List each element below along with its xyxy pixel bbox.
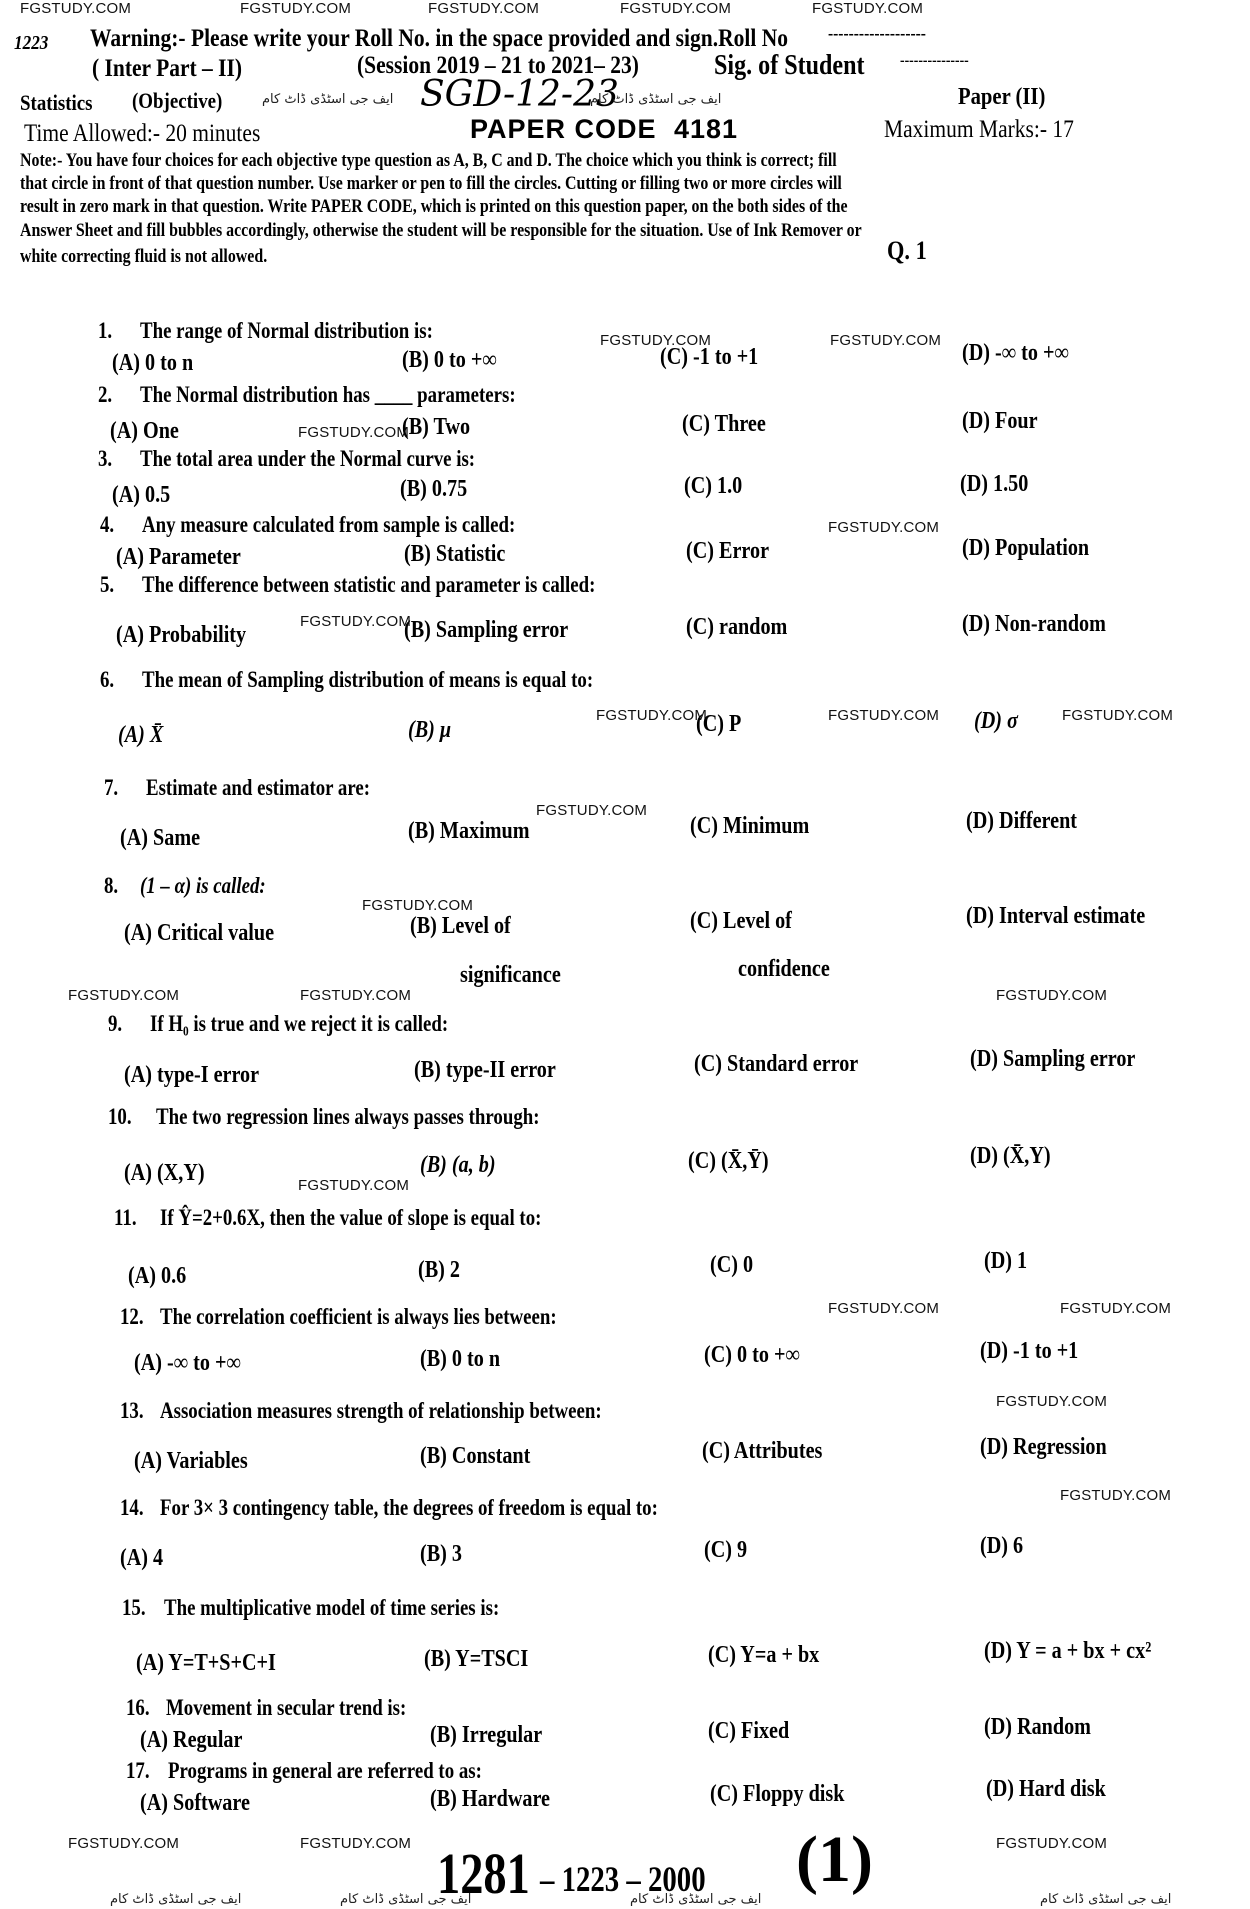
option-b: (B) 2 (418, 1257, 460, 1283)
question-number: 11. (114, 1205, 137, 1230)
question-text: For 3× 3 contingency table, the degrees of freedom is equal to: (160, 1495, 658, 1520)
urdu-watermark: ایف جی اسٹڈی ڈاٹ کام (110, 1892, 242, 1907)
option-c-continuation: confidence (738, 956, 830, 982)
watermark: FGSTUDY.COM (362, 897, 474, 914)
option-b: (B) Constant (420, 1443, 531, 1469)
option-c: (C) (X̄,Ȳ) (688, 1148, 769, 1174)
option-c: (C) Standard error (694, 1051, 859, 1077)
option-c: (C) Level of (690, 908, 792, 934)
class-label: ( Inter Part – II) (92, 55, 243, 82)
option-d: (D) 1 (984, 1248, 1028, 1274)
option-c: (C) 0 to +∞ (704, 1342, 800, 1368)
option-c: (C) 9 (704, 1537, 748, 1563)
option-d: (D) σ (974, 708, 1018, 734)
option-d: (D) Sampling error (970, 1046, 1136, 1072)
question-number: 15. (122, 1595, 146, 1620)
option-b-continuation: significance (460, 962, 561, 988)
note-line: result in zero mark in that question. Write PAPER CODE, which is printed on this question paper, on the both sides of the (20, 197, 848, 217)
option-c: (C) Floppy disk (710, 1781, 845, 1807)
question-text: The Normal distribution has ____ parameters: (140, 382, 516, 407)
option-d: (D) -1 to +1 (980, 1338, 1079, 1364)
option-c: (C) 1.0 (684, 473, 743, 499)
option-c: (C) Three (682, 411, 766, 437)
option-b: (B) 0 to n (420, 1346, 501, 1372)
urdu-watermark: ایف جی اسٹڈی ڈاٹ کام (630, 1892, 762, 1907)
option-a: (A) Regular (140, 1727, 243, 1753)
option-a: (A) One (110, 418, 179, 444)
option-a: (A) Probability (116, 622, 247, 648)
watermark: FGSTUDY.COM (996, 987, 1108, 1004)
option-b: (B) 0 to +∞ (402, 347, 497, 373)
watermark: FGSTUDY.COM (300, 613, 412, 630)
option-d: (D) 6 (980, 1533, 1024, 1559)
option-d: (D) Population (962, 535, 1090, 561)
question-number: 10. (108, 1104, 132, 1129)
watermark: FGSTUDY.COM (300, 987, 412, 1004)
option-b: (B) Statistic (404, 541, 506, 567)
footer-code-1: 1281 (437, 1841, 530, 1906)
paper-number: Paper (II) (958, 84, 1046, 110)
watermark: FGSTUDY.COM (428, 0, 540, 17)
watermark: FGSTUDY.COM (596, 707, 708, 724)
option-b: (B) 0.75 (400, 476, 468, 502)
urdu-watermark: ایف جی اسٹڈی ڈاٹ کام (1040, 1892, 1172, 1907)
option-a: (A) X̄ (118, 722, 164, 748)
option-b: (B) type-II error (414, 1057, 556, 1083)
question-number: 7. (104, 775, 119, 800)
section-label: Q. 1 (887, 236, 927, 265)
question-number: 16. (126, 1695, 150, 1720)
question-text: The total area under the Normal curve is: (140, 446, 476, 471)
watermark: FGSTUDY.COM (536, 802, 648, 819)
question-text: Association measures strength of relationship between: (160, 1398, 602, 1423)
page-number: (1) (796, 1823, 873, 1896)
option-d: (D) Regression (980, 1434, 1107, 1460)
watermark: FGSTUDY.COM (830, 332, 942, 349)
question-number: 2. (98, 382, 113, 407)
watermark: FGSTUDY.COM (600, 332, 712, 349)
time-allowed: Time Allowed:- 20 minutes (24, 120, 261, 147)
option-c: (C) Y=a + bx (708, 1642, 820, 1668)
option-c: (C) 0 (710, 1252, 754, 1278)
question-text: If Ŷ=2+0.6X, then the value of slope is equal to: (160, 1205, 542, 1230)
question-number: 12. (120, 1304, 144, 1329)
question-text: The range of Normal distribution is: (140, 318, 433, 343)
option-d: (D) Four (962, 408, 1038, 434)
note-line: Answer Sheet and fill bubbles accordingly, otherwise the student will be responsible for the situation. Use of Ink Remover or (20, 221, 862, 241)
question-number: 14. (120, 1495, 144, 1520)
watermark: FGSTUDY.COM (20, 0, 132, 17)
max-marks: Maximum Marks:- 17 (884, 116, 1074, 143)
question-text: Any measure calculated from sample is called: (142, 512, 516, 537)
paper-code-value: 4181 (674, 114, 739, 144)
question-text: The two regression lines always passes through: (156, 1104, 540, 1129)
watermark: FGSTUDY.COM (300, 1835, 412, 1852)
warning-text: Warning:- Please write your Roll No. in the space provided and sign.Roll No (90, 25, 788, 52)
option-a: (A) Parameter (116, 544, 241, 570)
urdu-watermark: ایف جی اسٹڈی ڈاٹ کام (340, 1892, 472, 1907)
note-line: that circle in front of that question number. Use marker or pen to fill the circles. Cutting or filling two or more circles will (20, 174, 842, 194)
option-a: (A) 4 (120, 1545, 164, 1571)
question-number: 6. (100, 667, 115, 692)
question-number: 4. (100, 512, 115, 537)
option-a: (A) type-I error (124, 1062, 260, 1088)
question-number: 9. (108, 1011, 123, 1036)
watermark: FGSTUDY.COM (240, 0, 352, 17)
signature-field[interactable]: --------------- (900, 52, 969, 69)
question-text: Estimate and estimator are: (146, 775, 371, 800)
watermark: FGSTUDY.COM (828, 707, 940, 724)
question-text: The multiplicative model of time series is: (164, 1595, 500, 1620)
watermark: FGSTUDY.COM (828, 519, 940, 536)
watermark: FGSTUDY.COM (828, 1300, 940, 1317)
question-text: The correlation coefficient is always lies between: (160, 1304, 557, 1329)
note-line: Note:- You have four choices for each objective type question as A, B, C and D. The choice which you think is correct; fill (20, 151, 837, 171)
option-c: (C) Fixed (708, 1718, 790, 1744)
note-line: white correcting fluid is not allowed. (20, 247, 268, 267)
header-code: 1223 (14, 32, 49, 54)
urdu-watermark: ایف جی اسٹڈی ڈاٹ کام (590, 92, 722, 107)
signature-label: Sig. of Student (714, 50, 865, 81)
option-b: (B) 3 (420, 1541, 462, 1567)
watermark: FGSTUDY.COM (996, 1835, 1108, 1852)
option-c: (C) -1 to +1 (660, 344, 759, 370)
question-number: 13. (120, 1398, 144, 1423)
question-number: 17. (126, 1758, 150, 1783)
watermark: FGSTUDY.COM (620, 0, 732, 17)
option-c: (C) P (696, 711, 742, 737)
question-text: (1 – α) is called: (140, 873, 266, 898)
watermark: FGSTUDY.COM (68, 987, 180, 1004)
option-d: (D) Non-random (962, 611, 1106, 637)
session-label: (Session 2019 – 21 to 2021– 23) (357, 52, 639, 79)
question-number: 3. (98, 446, 113, 471)
option-a: (A) 0.6 (128, 1263, 187, 1289)
watermark: FGSTUDY.COM (812, 0, 924, 17)
footer-code-2: – 1223 – 2000 (540, 1859, 706, 1899)
watermark: FGSTUDY.COM (1060, 1487, 1172, 1504)
option-b: (B) Maximum (408, 818, 530, 844)
paper-code-label: PAPER CODE (470, 114, 657, 144)
subject-label: Statistics (20, 90, 93, 115)
question-text: The difference between statistic and parameter is called: (142, 572, 596, 597)
option-a: (A) Critical value (124, 920, 275, 946)
option-d: (D) Different (966, 808, 1078, 834)
option-a: (A) Y=T+S+C+I (136, 1650, 276, 1676)
option-a: (A) 0.5 (112, 482, 171, 508)
option-a: (A) Software (140, 1790, 250, 1816)
option-d: (D) Y = a + bx + cx² (984, 1638, 1152, 1664)
watermark: FGSTUDY.COM (68, 1835, 180, 1852)
watermark: FGSTUDY.COM (1062, 707, 1174, 724)
question-number: 8. (104, 873, 119, 898)
roll-number-field[interactable]: ------------------- (828, 23, 926, 43)
option-d: (D) Random (984, 1714, 1091, 1740)
option-b: (B) Level of (410, 913, 511, 939)
option-b: (B) (a, b) (420, 1152, 496, 1178)
option-b: (B) μ (408, 717, 452, 743)
handwritten-code: SGD-12-23 (420, 74, 619, 115)
watermark: FGSTUDY.COM (298, 1177, 410, 1194)
option-d: (D) Hard disk (986, 1776, 1106, 1802)
option-a: (A) (X,Y) (124, 1160, 205, 1186)
watermark: FGSTUDY.COM (298, 424, 410, 441)
question-text: Movement in secular trend is: (166, 1695, 407, 1720)
option-b: (B) Hardware (430, 1786, 551, 1812)
option-d: (D) (X̄,Y) (970, 1143, 1051, 1169)
option-a: (A) 0 to n (112, 350, 194, 376)
option-b: (B) Irregular (430, 1722, 543, 1748)
watermark: FGSTUDY.COM (1060, 1300, 1172, 1317)
question-number: 1. (98, 318, 113, 343)
option-b: (B) Sampling error (404, 617, 569, 643)
question-text: The mean of Sampling distribution of means is equal to: (142, 667, 594, 692)
option-b: (B) Y=TSCI (424, 1646, 529, 1672)
urdu-watermark: ایف جی اسٹڈی ڈاٹ کام (262, 92, 394, 107)
option-c: (C) Attributes (702, 1438, 823, 1464)
option-b: (B) Two (402, 414, 471, 440)
option-c: (C) random (686, 614, 788, 640)
option-c: (C) Error (686, 538, 770, 564)
option-d: (D) -∞ to +∞ (962, 340, 1069, 366)
watermark: FGSTUDY.COM (996, 1393, 1108, 1410)
option-a: (A) -∞ to +∞ (134, 1350, 241, 1376)
option-a: (A) Variables (134, 1448, 248, 1474)
option-c: (C) Minimum (690, 813, 810, 839)
option-d: (D) 1.50 (960, 471, 1029, 497)
question-text: Programs in general are referred to as: (168, 1758, 482, 1783)
option-d: (D) Interval estimate (966, 903, 1146, 929)
paper-type: (Objective) (132, 88, 223, 113)
question-text: If H₀ is true and we reject it is called: (150, 1011, 449, 1036)
question-number: 5. (100, 572, 115, 597)
option-a: (A) Same (120, 825, 201, 851)
